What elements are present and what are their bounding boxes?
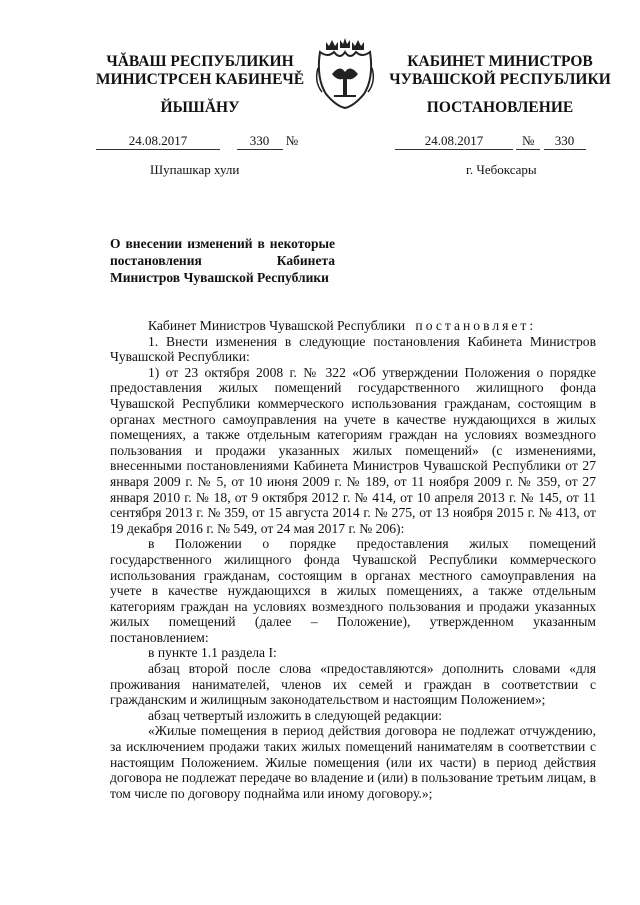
paragraph-2: 1) от 23 октября 2008 г. № 322 «Об утверждении Положения о порядке предоставления жилых помещений государственного жилищного фонда Чувашской Республики коммерческого использования гражданам, состоящим в органах местного самоуправления на учете в качестве нуждающихся в жилых помещениях, а также отдельным категориям граждан на условиях возмездного пользования и продажи указанных жилых помещений» (с изменениями, внесенными постановлениями Кабинета Министров Чувашской Республики от 27 января 2009 г. № 5, от 10 июня 2009 г. № 189, от 11 ноября 2009 г. № 359, от 27 января 2010 г. № 18, от 9 октября 2012 г. № 414, от 10 апреля 2013 г. № 145, от 11 сентября 2013 г. № 359, от 15 августа 2014 г. № 275, от 13 ноября 2015 г. № 413, от 19 декабря 2016 г. № 549, от 24 мая 2017 г. № 206): bbox=[110, 364, 596, 536]
intro-resolves: постановляет: bbox=[415, 318, 537, 333]
header-right-line2: ЧУВАШСКОЙ РЕСПУБЛИКИ bbox=[389, 71, 611, 88]
intro-prefix: Кабинет Министров Чувашской Республики bbox=[148, 318, 406, 333]
coat-of-arms-emblem bbox=[312, 38, 378, 110]
paragraph-1: 1. Внести изменения в следующие постановления Кабинета Министров Чувашской Республики: bbox=[110, 333, 596, 365]
document-title: О внесении изменений в некоторые постановления Кабинета Министров Чувашской Республики bbox=[110, 236, 335, 285]
paragraph-5: абзац второй после слова «предоставляются» дополнить словами «для проживания нанимателей, членов их семей и граждан в соответствии с гражданским и жилищным законодательством и настоящим Положением»; bbox=[110, 661, 596, 708]
header-chuvash-title bbox=[95, 53, 305, 89]
right-number-sign: № bbox=[516, 133, 540, 150]
right-date-number-line bbox=[395, 133, 586, 149]
paragraph-3: в Положении о порядке предоставления жилых помещений государственного жилищного фонда Чувашской Республики коммерческого использования гражданам, состоящим в органах местного самоуправления на учете в качестве нуждающихся в жилых помещениях, а также отдельным категориям граждан на условиях возмездного пользования и продажи указанных жилых помещений (далее – Положение), утвержденном указанным постановлением: bbox=[110, 536, 596, 645]
header-left-line2: МИНИСТРСЕН КАБИНЕЧĚ bbox=[95, 71, 305, 88]
header-russian-title bbox=[385, 53, 615, 89]
right-place: г. Чебоксары bbox=[466, 162, 537, 177]
paragraph-4: в пункте 1.1 раздела I: bbox=[148, 645, 277, 661]
header-left-line1: ЧĂВАШ РЕСПУБЛИКИН bbox=[106, 53, 294, 70]
left-place: Шупашкар хули bbox=[150, 162, 240, 177]
header-right-doc-type: ПОСТАНОВЛЕНИЕ bbox=[426, 99, 574, 116]
paragraph-6: абзац четвертый изложить в следующей редакции: bbox=[148, 707, 443, 723]
intro-paragraph bbox=[110, 318, 596, 334]
header-right-line1: КАБИНЕТ МИНИСТРОВ bbox=[407, 53, 593, 70]
left-number-sign: № bbox=[285, 133, 299, 148]
paragraph-7: «Жилые помещения в период действия договора не подлежат отчуждению, за исключением продажи таких жилых помещений нанимателям в соответствии с настоящим Положением. Жилые помещения (или их части) в период действия договора не подлежат передаче во владение и (или) в пользование третьим лицам, в том числе по договору поднайма или иному договору.»; bbox=[110, 723, 596, 801]
document-body bbox=[110, 318, 596, 801]
right-date: 24.08.2017 bbox=[395, 133, 513, 150]
left-date: 24.08.2017 bbox=[96, 133, 220, 150]
left-number: 330 bbox=[237, 133, 283, 150]
header-left-doc-type: ЙЫШĂНУ bbox=[160, 99, 240, 116]
right-number: 330 bbox=[544, 133, 586, 150]
left-date-number-line bbox=[96, 133, 298, 149]
